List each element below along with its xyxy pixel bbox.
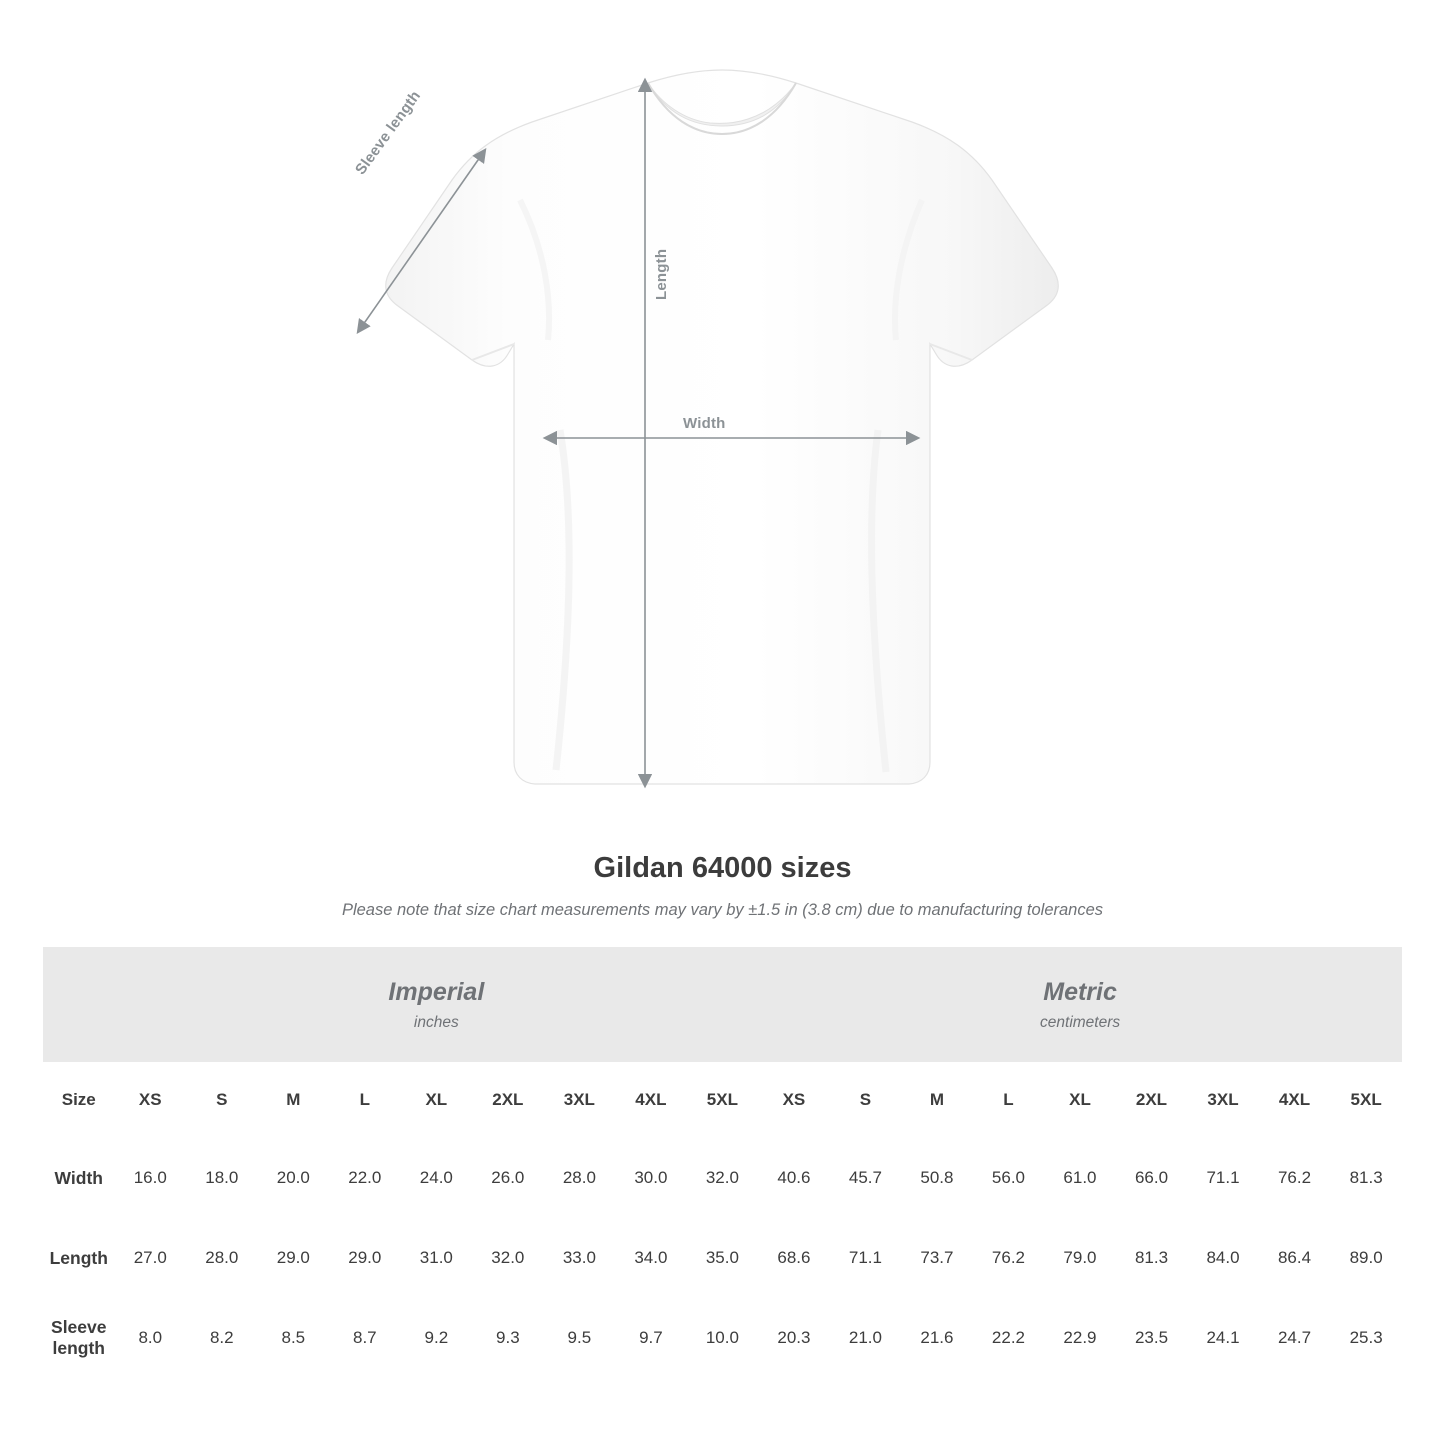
unit-metric-name: Metric [1043,978,1117,1007]
cell-sleeve-metric-1: 21.0 [830,1298,902,1378]
cell-width-imperial-8: 32.0 [687,1138,759,1218]
size-col-6: 3XL [544,1062,616,1138]
size-header-label: Size [43,1062,115,1138]
size-col-15: 3XL [1187,1062,1259,1138]
cell-length-imperial-1: 28.0 [186,1218,258,1298]
size-col-2: M [258,1062,330,1138]
cell-sleeve-imperial-6: 9.5 [544,1298,616,1378]
unit-header-metric [758,947,1402,1062]
cell-width-imperial-0: 16.0 [115,1138,187,1218]
table-row [43,1218,1402,1298]
cell-width-metric-3: 56.0 [973,1138,1045,1218]
cell-sleeve-imperial-1: 8.2 [186,1298,258,1378]
size-table-wrapper [43,947,1402,1378]
table-row [43,1298,1402,1378]
cell-length-metric-4: 79.0 [1044,1218,1116,1298]
cell-sleeve-imperial-2: 8.5 [258,1298,330,1378]
table-row [43,1138,1402,1218]
cell-length-metric-1: 71.1 [830,1218,902,1298]
tolerance-note: Please note that size chart measurements may vary by ±1.5 in (3.8 cm) due to manufacturing tolerances [341,901,1104,919]
unit-header-imperial [115,947,759,1062]
size-col-5: 2XL [472,1062,544,1138]
cell-sleeve-imperial-7: 9.7 [615,1298,687,1378]
size-col-9: XS [758,1062,830,1138]
cell-length-imperial-7: 34.0 [615,1218,687,1298]
cell-sleeve-imperial-8: 10.0 [687,1298,759,1378]
cell-width-metric-6: 71.1 [1187,1138,1259,1218]
cell-width-imperial-6: 28.0 [544,1138,616,1218]
cell-length-metric-6: 84.0 [1187,1218,1259,1298]
cell-length-metric-0: 68.6 [758,1218,830,1298]
cell-length-imperial-3: 29.0 [329,1218,401,1298]
cell-sleeve-imperial-3: 8.7 [329,1298,401,1378]
size-col-17: 5XL [1330,1062,1402,1138]
page-title: Gildan 64000 sizes [593,852,852,884]
cell-length-metric-7: 86.4 [1259,1218,1331,1298]
cell-width-imperial-1: 18.0 [186,1138,258,1218]
size-col-1: S [186,1062,258,1138]
cell-width-imperial-7: 30.0 [615,1138,687,1218]
sleeve-length-label: Sleeve length [352,87,425,178]
row-label-sleeve-length: Sleeve length [43,1298,115,1378]
cell-width-metric-2: 50.8 [901,1138,973,1218]
cell-width-metric-5: 66.0 [1116,1138,1188,1218]
cell-length-imperial-5: 32.0 [472,1218,544,1298]
size-col-12: L [973,1062,1045,1138]
cell-width-metric-7: 76.2 [1259,1138,1331,1218]
cell-length-imperial-6: 33.0 [544,1218,616,1298]
cell-width-imperial-3: 22.0 [329,1138,401,1218]
cell-sleeve-metric-4: 22.9 [1044,1298,1116,1378]
unit-imperial-name: Imperial [388,978,485,1007]
size-col-14: 2XL [1116,1062,1188,1138]
size-col-16: 4XL [1259,1062,1331,1138]
cell-width-metric-4: 61.0 [1044,1138,1116,1218]
size-col-10: S [830,1062,902,1138]
cell-width-metric-8: 81.3 [1330,1138,1402,1218]
cell-length-imperial-0: 27.0 [115,1218,187,1298]
width-label: Width [683,415,726,432]
size-col-3: L [329,1062,401,1138]
cell-sleeve-metric-0: 20.3 [758,1298,830,1378]
cell-sleeve-imperial-4: 9.2 [401,1298,473,1378]
size-col-8: 5XL [687,1062,759,1138]
row-label-width: Width [43,1138,115,1218]
cell-width-imperial-5: 26.0 [472,1138,544,1218]
cell-sleeve-metric-7: 24.7 [1259,1298,1331,1378]
cell-width-imperial-2: 20.0 [258,1138,330,1218]
cell-length-metric-3: 76.2 [973,1218,1045,1298]
cell-sleeve-metric-5: 23.5 [1116,1298,1188,1378]
size-table [43,947,1402,1378]
cell-sleeve-imperial-5: 9.3 [472,1298,544,1378]
cell-sleeve-metric-3: 22.2 [973,1298,1045,1378]
cell-length-imperial-2: 29.0 [258,1218,330,1298]
unit-metric-sub: centimeters [1040,1013,1121,1031]
cell-width-metric-1: 45.7 [830,1138,902,1218]
cell-width-imperial-4: 24.0 [401,1138,473,1218]
cell-sleeve-imperial-0: 8.0 [115,1298,187,1378]
unit-header-row [43,947,1402,1062]
size-col-7: 4XL [615,1062,687,1138]
cell-length-metric-5: 81.3 [1116,1218,1188,1298]
size-col-13: XL [1044,1062,1116,1138]
row-label-length: Length [43,1218,115,1298]
unit-imperial-sub: inches [413,1013,459,1031]
cell-length-imperial-4: 31.0 [401,1218,473,1298]
cell-length-metric-2: 73.7 [901,1218,973,1298]
cell-sleeve-metric-8: 25.3 [1330,1298,1402,1378]
cell-sleeve-metric-6: 24.1 [1187,1298,1259,1378]
size-col-0: XS [115,1062,187,1138]
size-col-11: M [901,1062,973,1138]
cell-width-metric-0: 40.6 [758,1138,830,1218]
cell-length-metric-8: 89.0 [1330,1218,1402,1298]
length-label: Length [653,248,670,300]
size-header-row [43,1062,1402,1138]
cell-length-imperial-8: 35.0 [687,1218,759,1298]
unit-header-spacer [43,947,115,1062]
size-col-4: XL [401,1062,473,1138]
cell-sleeve-metric-2: 21.6 [901,1298,973,1378]
